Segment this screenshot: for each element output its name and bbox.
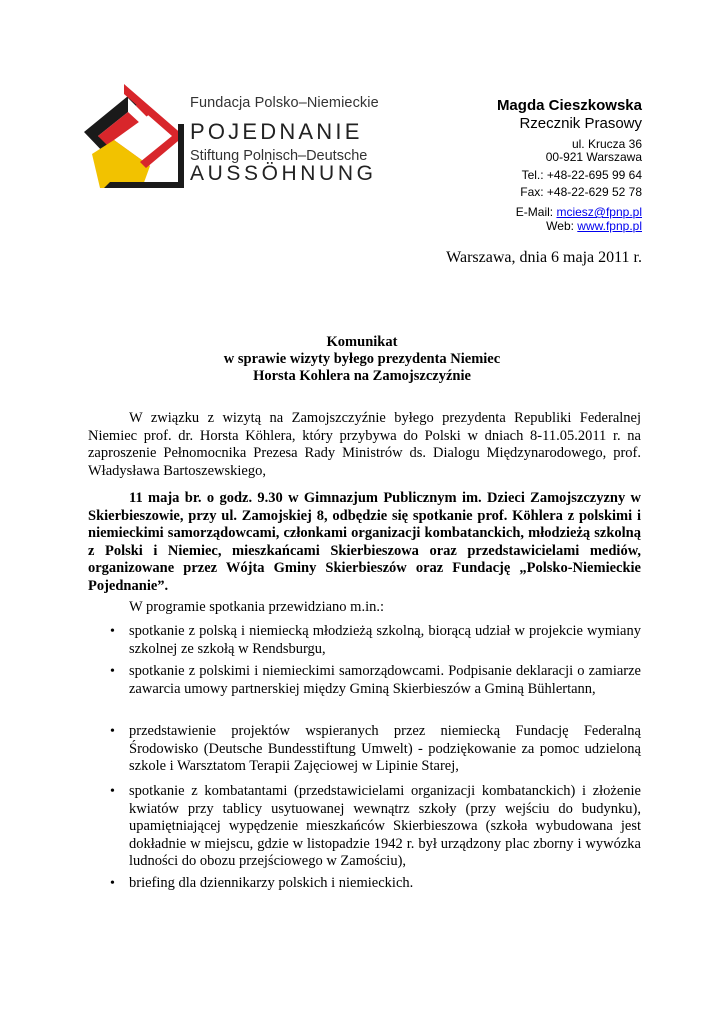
list-item: spotkanie z polskimi i niemieckimi samorządowcami. Podpisanie deklaracji o zamiarze zawarcia umowy partnerskiej między Gminą Skierbieszów a Gminą Bühlertann, [129,663,641,697]
logo-text-line1: Fundacja Polsko–Niemieckie [190,95,379,111]
contact-fax: Fax: +48-22-629 52 78 [520,185,642,199]
email-label: E-Mail: [515,205,557,219]
bullet-symbol: • [110,784,115,799]
document-subtitle-line2: Horsta Kohlera na Zamojszczyźnie [253,368,471,384]
logo-text-line2: POJEDNANIE [190,119,363,144]
list-item: briefing dla dziennikarzy polskich i niemieckich. [129,875,414,891]
bullet-symbol: • [110,876,115,891]
document-title: Komunikat [326,334,398,350]
contact-name: Magda Cieszkowska [496,97,642,114]
paragraph-intro-text: W związku z wizytą na Zamojszczyźnie byłego prezydenta Republiki Federalnej Niemiec prof. dr. Horsta Köhlera, który przybywa do Polski w dniach 8-11.05.2011 r. na zaproszenie Pełnomocnika Prezesa Rady Ministrów ds. Dialogu Międzynarodowego, prof. Władysława Bartoszewskiego, [88,410,641,479]
paragraph-meeting-text: 11 maja br. o godz. 9.30 w Gimnazjum Publicznym im. Dzieci Zamojszczyzny w Skierbieszowie, przy ul. Zamojskiej 8, odbędzie się spotkanie prof. Köhlera z polskimi i niemieckimi samorządowcami, członkami organizacji kombatanckich, młodzieżą szkolną z Polski i Niemiec, mieszkańcami Skierbieszowa oraz przedstawicielami mediów, organizowane przez Wójta Gminy Skierbieszów oraz Fundację „Polsko-Niemieckie Pojednanie”. [88,490,641,594]
bullet-symbol: • [110,724,115,739]
bullet-symbol: • [110,624,115,639]
list-item: spotkanie z kombatantami (przedstawicielami organizacji kombatanckich) i złożenie kwiatów przy tablicy usytuowanej wewnątrz szkoły (przy wejściu do budynku), upamiętniającej wypędzenie mieszkańców Skierbieszowa (szkoła wybudowana jest dokładnie w miejscu, gdzie w listopadzie 1942 r. był urządzony plac zborny i wywózka ludności do obozu przejściowego w Zamościu), [129,783,641,870]
contact-role: Rzecznik Prasowy [519,115,642,132]
bullet-symbol: • [110,664,115,679]
paragraph-intro [88,410,641,480]
contact-address-city: 00-921 Warszawa [545,150,642,164]
paragraph-meeting [88,490,641,596]
logo-text-line3: Stiftung Polnisch–Deutsche [190,148,368,164]
contact-email-line [516,205,642,219]
email-link[interactable]: mciesz@fpnp.pl [556,205,642,219]
contact-address-street: ul. Krucza 36 [571,137,642,151]
contact-web-line [546,219,642,233]
document-subtitle-line1: w sprawie wizyty byłego prezydenta Niemiec [223,351,501,367]
web-label: Web: [546,219,578,233]
paragraph-program [88,599,641,617]
logo-text-line4: AUSSÖHNUNG [190,162,377,185]
list-item: spotkanie z polską i niemiecką młodzieżą szkolną, biorącą udział w projekcie wymiany szkolnej ze szkołą w Rendsburgu, [129,623,641,657]
web-link[interactable]: www.fpnp.pl [577,219,642,233]
paragraph-program-text: W programie spotkania przewidziano m.in.: [129,599,385,615]
contact-phone: Tel.: +48-22-695 99 64 [521,168,642,182]
document-date: Warszawa, dnia 6 maja 2011 r. [446,249,642,266]
list-item: przedstawienie projektów wspieranych przez niemiecką Fundację Federalną Środowisko (Deutsche Bundesstiftung Umwelt) - podziękowanie za pomoc udzieloną szkole i Warsztatom Terapii Zajęciowej w Lipinie Starej, [129,723,641,775]
